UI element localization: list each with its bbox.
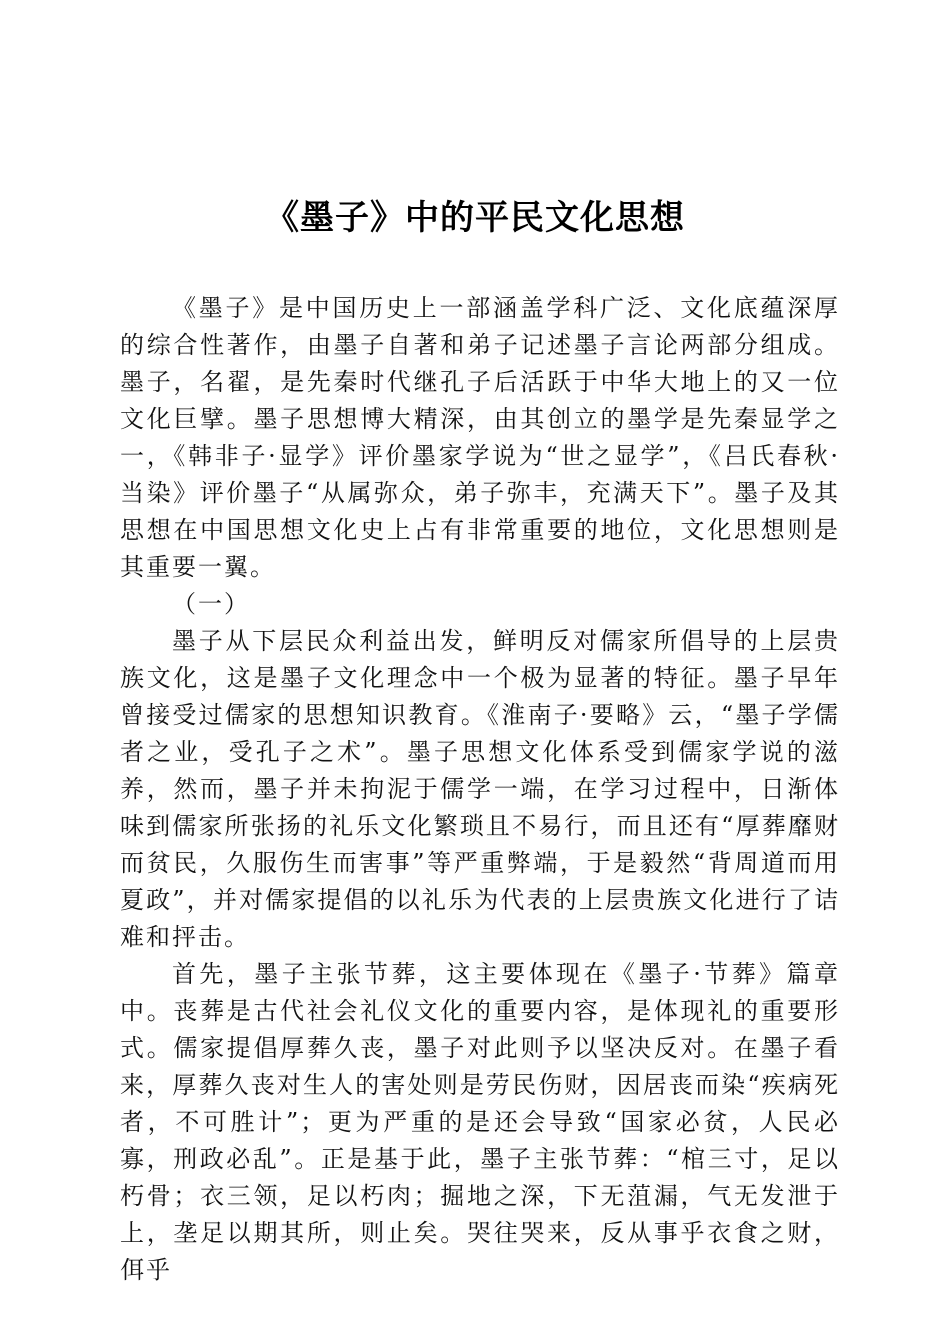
paragraph-jiezang: 首先，墨子主张节葬，这主要体现在《墨子·节葬》篇章中。丧葬是古代社会礼仪文化的重要内容，是体现礼的重要形式。儒家提倡厚葬久丧，墨子对此则予以坚决反对。在墨子看来，厚葬久丧对生人的害处则是劳民伤财，因居丧而染“疾病死者，不可胜计”；更为严重的是还会导致“国家必贫，人民必寡，刑政必乱”。正是基于此，墨子主张节葬：“棺三寸，足以朽骨；衣三领，足以朽肉；掘地之深，下无菹漏，气无发泄于上，垄足以期其所，则止矣。哭往哭来，反从事乎衣食之财，佴乎 [120,960,840,1284]
section-heading-1: （一） [172,590,250,618]
document-title: 《墨子》中的平民文化思想 [265,198,685,238]
paragraph-intro: 《墨子》是中国历史上一部涵盖学科广泛、文化底蕴深厚的综合性著作，由墨子自著和弟子记述墨子言论两部分组成。墨子，名翟，是先秦时代继孔子后活跃于中华大地上的又一位文化巨擘。墨子思想博大精深，由其创立的墨学是先秦显学之一，《韩非子·显学》评价墨家学说为“世之显学”，《吕氏春秋·当染》评价墨子“从属弥众，弟子弥丰，充满天下”。墨子及其思想在中国思想文化史上占有非常重要的地位，文化思想则是其重要一翼。 [120,294,840,581]
document-body [120,290,840,1289]
paragraph-section-1: 墨子从下层民众利益出发，鲜明反对儒家所倡导的上层贵族文化，这是墨子文化理念中一个极为显著的特征。墨子早年曾接受过儒家的思想知识教育。《淮南子·要略》云，“墨子学儒者之业，受孔子之术”。墨子思想文化体系受到儒家学说的滋养，然而，墨子并未拘泥于儒学一端，在学习过程中，日渐体味到儒家所张扬的礼乐文化繁琐且不易行，而且还有“厚葬靡财而贫民，久服伤生而害事”等严重弊端，于是毅然“背周道而用夏政”，并对儒家提倡的以礼乐为代表的上层贵族文化进行了诘难和抨击。 [120,627,840,951]
